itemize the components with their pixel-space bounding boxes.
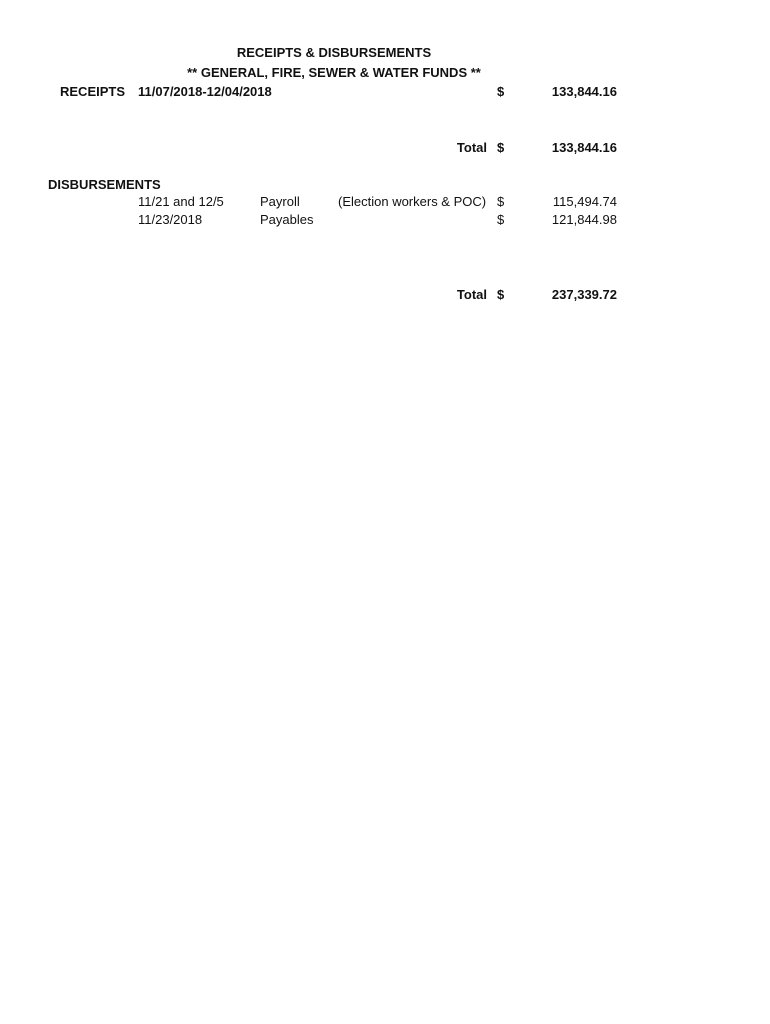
disbursement-date: 11/23/2018 — [138, 212, 203, 227]
receipts-total-currency: $ — [497, 140, 505, 155]
receipts-total-amount: 133,844.16 — [551, 140, 617, 155]
receipts-label: RECEIPTS — [60, 84, 126, 99]
disbursement-amount: 121,844.98 — [551, 212, 617, 227]
disbursements-total-label: Total — [456, 287, 487, 302]
receipts-total-label: Total — [456, 140, 487, 155]
report-title: RECEIPTS & DISBURSEMENTS — [236, 45, 432, 60]
disbursements-total-currency: $ — [497, 287, 505, 302]
disbursement-amount: 115,494.74 — [552, 194, 617, 209]
disbursement-currency: $ — [497, 194, 505, 209]
disbursement-type: Payables — [260, 212, 314, 227]
receipts-period: 11/07/2018-12/04/2018 — [138, 84, 272, 99]
disbursement-note: (Election workers & POC) — [338, 194, 487, 209]
receipts-currency: $ — [497, 84, 505, 99]
disbursement-date: 11/21 and 12/5 — [138, 194, 224, 209]
report-subtitle: ** GENERAL, FIRE, SEWER & WATER FUNDS ** — [187, 65, 481, 80]
receipts-amount: 133,844.16 — [551, 84, 617, 99]
disbursements-total-amount: 237,339.72 — [551, 287, 617, 302]
disbursement-currency: $ — [497, 212, 505, 227]
disbursement-type: Payroll — [260, 194, 300, 209]
disbursements-label: DISBURSEMENTS — [48, 177, 161, 192]
